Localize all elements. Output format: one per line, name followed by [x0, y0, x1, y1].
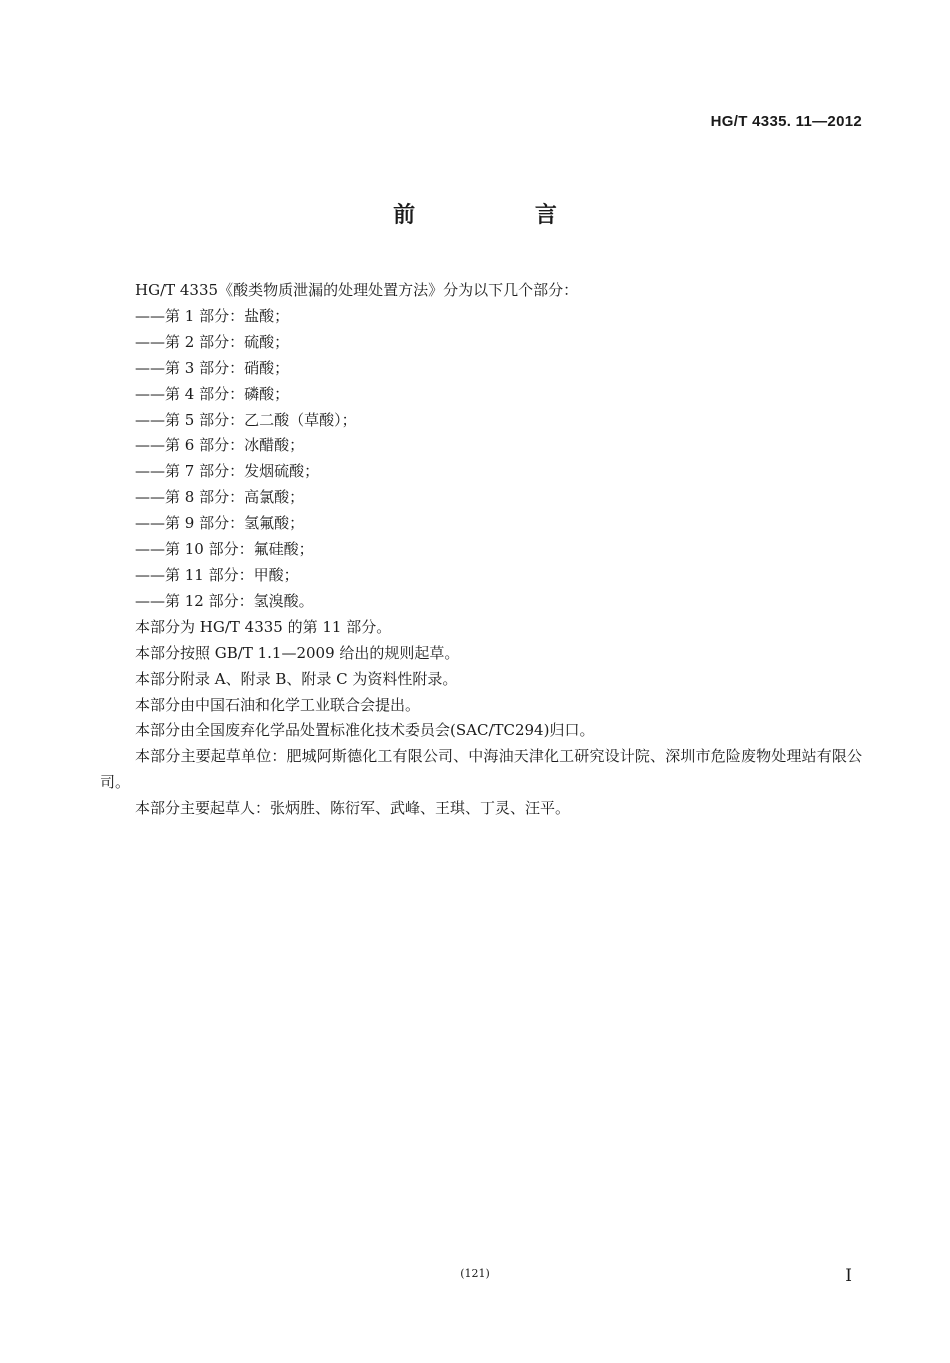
paragraph-drafting-rules: 本部分按照 GB/T 1.1—2009 给出的规则起草。 [135, 643, 460, 662]
list-item: ——第 9 部分：氢氟酸； [135, 514, 305, 533]
list-item: ——第 5 部分：乙二酸（草酸）； [135, 410, 357, 429]
intro-paragraph: HG/T 4335《酸类物质泄漏的处理处置方法》分为以下几个部分： [135, 281, 579, 299]
list-item: ——第 3 部分：硝酸； [135, 358, 290, 377]
paragraph-drafters: 本部分主要起草人：张炳胜、陈衍军、武峰、王琪、丁灵、汪平。 [135, 799, 571, 818]
list-item: ——第 2 部分：硫酸； [135, 332, 290, 351]
paragraph-drafting-units: 本部分主要起草单位：肥城阿斯德化工有限公司、中海油天津化工研究设计院、深圳市危险废物处理站有限公司。 [100, 747, 862, 792]
paragraph-part-number: 本部分为 HG/T 4335 的第 11 部分。 [135, 617, 392, 636]
page-number: (121) [460, 1267, 490, 1280]
list-item: ——第 7 部分：发烟硫酸； [135, 462, 320, 481]
list-item: ——第 11 部分：甲酸； [135, 565, 299, 584]
list-item: ——第 1 部分：盐酸； [135, 306, 290, 325]
list-item: ——第 12 部分：氢溴酸。 [135, 591, 314, 610]
roman-page-number: I [845, 1266, 852, 1286]
document-body [100, 278, 862, 822]
parts-list [100, 304, 862, 615]
paragraph-committee: 本部分由全国废弃化学品处置标准化技术委员会(SAC/TC294)归口。 [135, 721, 595, 740]
paragraph-proposer: 本部分由中国石油和化学工业联合会提出。 [135, 695, 421, 714]
list-item: ——第 10 部分：氟硅酸； [135, 540, 314, 559]
standard-code: HG/T 4335. 11—2012 [710, 113, 862, 130]
paragraph-appendices: 本部分附录 A、附录 B、附录 C 为资料性附录。 [135, 669, 458, 688]
list-item: ——第 6 部分：冰醋酸； [135, 436, 305, 455]
page-title: 前 言 [393, 203, 613, 228]
list-item: ——第 4 部分：磷酸； [135, 384, 290, 403]
list-item: ——第 8 部分：高氯酸； [135, 488, 305, 507]
